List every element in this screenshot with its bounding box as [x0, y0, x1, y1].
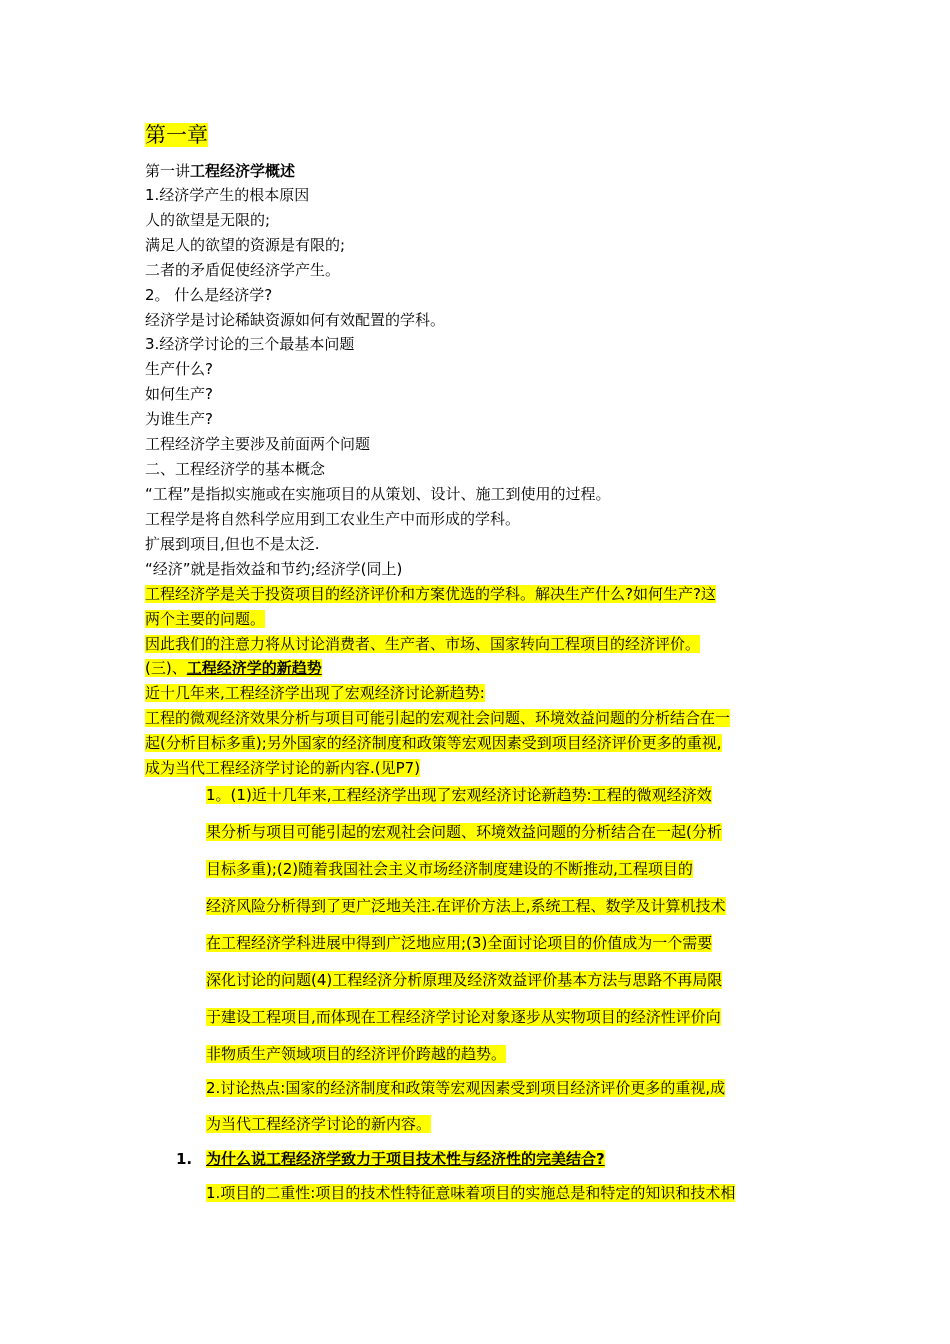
question-number: 1.: [176, 1150, 193, 1168]
text-line: 满足人的欲望的资源是有限的;: [145, 236, 346, 254]
text-line: 二者的矛盾促使经济学产生。: [145, 261, 341, 279]
highlighted-line: [145, 707, 730, 729]
lecture-heading: [145, 160, 295, 182]
highlighted-text: 因此我们的注意力将从讨论消费者、生产者、市场、国家转向工程项目的经济评价。: [145, 635, 701, 653]
indented-line: [206, 969, 722, 991]
highlighted-text: 目标多重);(2)随着我国社会主义市场经济制度建设的不断推动,工程项目的: [206, 860, 693, 878]
text-line: “工程”是指拟实施或在实施项目的从策划、设计、施工到使用的过程。: [145, 485, 611, 503]
indented-line: [206, 1077, 725, 1099]
highlighted-text: 近十几年来,工程经济学出现了宏观经济讨论新趋势:: [145, 684, 485, 702]
highlighted-line: [145, 732, 722, 754]
highlighted-text: 2.讨论热点:国家的经济制度和政策等宏观因素受到项目经济评价更多的重视,成: [206, 1079, 726, 1097]
chapter-heading: [145, 121, 208, 149]
text-line: 人的欲望是无限的;: [145, 211, 271, 229]
indented-line: [206, 1113, 431, 1135]
highlighted-line: [145, 633, 700, 655]
indented-line: [206, 858, 693, 880]
text-line: 扩展到项目,但也不是太泛.: [145, 535, 320, 553]
highlighted-line: [145, 682, 485, 704]
highlighted-text: 果分析与项目可能引起的宏观社会问题、环境效益问题的分析结合在一起(分析: [206, 823, 722, 841]
text-line: 工程学是将自然科学应用到工农业生产中而形成的学科。: [145, 510, 521, 528]
indented-line: [206, 895, 726, 917]
indented-line: [206, 1182, 735, 1204]
highlighted-text: 成为当代工程经济学讨论的新内容.(见P7): [145, 759, 421, 777]
text-line: 经济学是讨论稀缺资源如何有效配置的学科。: [145, 311, 446, 329]
highlighted-text: 两个主要的问题。: [145, 610, 266, 628]
text-line: 生产什么?: [145, 360, 213, 378]
text-line: 二、工程经济学的基本概念: [145, 460, 326, 478]
highlighted-text: 1。(1)近十几年来,工程经济学出现了宏观经济讨论新趋势:工程的微观经济效: [206, 786, 712, 804]
highlighted-line: [145, 757, 420, 779]
highlighted-text: 1.项目的二重性:项目的技术性特征意味着项目的实施总是和特定的知识和技术相: [206, 1184, 736, 1202]
text-line: 1.经济学产生的根本原因: [145, 186, 310, 204]
text-line: “经济”就是指效益和节约;经济学(同上): [145, 560, 403, 578]
question-title: 为什么说工程经济学致力于项目技术性与经济性的完美结合?: [206, 1150, 605, 1168]
text-line: 3.经济学讨论的三个最基本问题: [145, 335, 355, 353]
highlighted-text: 经济风险分析得到了更广泛地关注.在评价方法上,系统工程、数学及计算机技术: [206, 897, 726, 915]
highlighted-text: 起(分析目标多重);另外国家的经济制度和政策等宏观因素受到项目经济评价更多的重视,: [145, 734, 722, 752]
section-prefix: (三)、: [145, 659, 187, 677]
lecture-title: 工程经济学概述: [190, 162, 296, 180]
highlighted-text: 深化讨论的问题(4)工程经济分析原理及经济效益评价基本方法与思路不再局限: [206, 971, 723, 989]
indented-line: [206, 932, 712, 954]
indented-line: [206, 1006, 721, 1028]
text-line: 2。 什么是经济学?: [145, 286, 273, 304]
highlighted-text: 在工程经济学科进展中得到广泛地应用;(3)全面讨论项目的价值成为一个需要: [206, 934, 713, 952]
highlighted-line: [145, 608, 265, 630]
section-title: 工程经济学的新趋势: [186, 659, 322, 677]
text-line: 如何生产?: [145, 385, 213, 403]
highlighted-text: 非物质生产领域项目的经济评价跨越的趋势。: [206, 1045, 507, 1063]
indented-line: [206, 821, 722, 843]
highlighted-text: 于建设工程项目,而体现在工程经济学讨论对象逐步从实物项目的经济性评价向: [206, 1008, 721, 1026]
highlighted-line: [145, 583, 716, 605]
text-line: 为谁生产?: [145, 410, 213, 428]
highlighted-text: 为当代工程经济学讨论的新内容。: [206, 1115, 432, 1133]
lecture-prefix: 第一讲: [145, 162, 191, 180]
chapter-title: 第一章: [145, 123, 208, 147]
question-heading: [176, 1148, 605, 1170]
indented-line: [206, 784, 712, 806]
highlighted-text: 工程的微观经济效果分析与项目可能引起的宏观社会问题、环境效益问题的分析结合在一: [145, 709, 731, 727]
section-heading: [145, 657, 322, 679]
highlighted-text: 工程经济学是关于投资项目的经济评价和方案优选的学科。解决生产什么?如何生产?这: [145, 585, 716, 603]
text-line: 工程经济学主要涉及前面两个问题: [145, 435, 371, 453]
indented-line: [206, 1043, 506, 1065]
